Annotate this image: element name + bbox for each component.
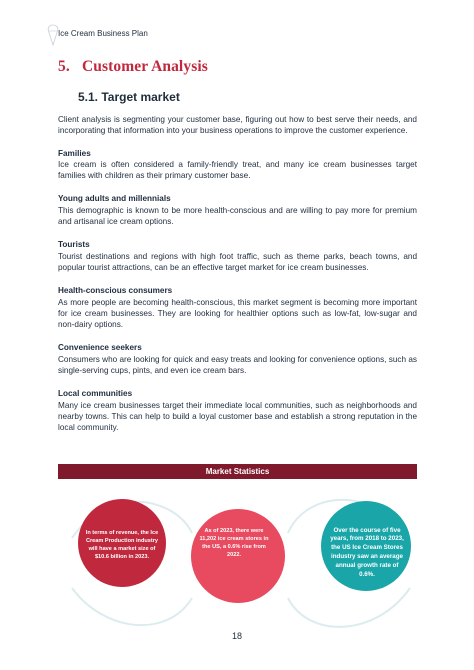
segment-text: As more people are becoming health-conscious, this market segment is becoming more important for ice cream businesses. They are looking for healthier options such as low-fat, low-sugar and non-dairy options. — [58, 297, 417, 330]
segment-text: Many ice cream businesses target their immediate local communities, such as neighborhoods and nearby towns. This can help to build a loyal customer base and establish a strong reputation in the local community. — [58, 400, 417, 433]
segment-text: Consumers who are looking for quick and easy treats and looking for convenience options, such as single-serving cups, pints, and even ice cream bars. — [58, 354, 417, 376]
segment-families — [58, 148, 417, 182]
segment-tourists — [58, 239, 417, 273]
chapter-title-text: Customer Analysis — [82, 58, 208, 75]
segment-convenience — [58, 342, 417, 376]
header-title: Ice Cream Business Plan — [58, 29, 148, 38]
section-title: 5.1. Target market — [78, 90, 180, 104]
segment-local — [58, 388, 417, 433]
segment-young-adults — [58, 193, 417, 227]
segment-title: Local communities — [58, 389, 133, 399]
segment-text: Ice cream is often considered a family-friendly treat, and many ice cream businesses target families with children as their primary customer base. — [58, 159, 417, 181]
segment-title: Families — [58, 148, 91, 158]
page-number: 18 — [231, 631, 242, 641]
segment-title: Convenience seekers — [58, 343, 142, 353]
stat-text-1: In terms of revenue, the Ice Cream Production industry will have a market size of $10.6 billion in 2023. — [85, 530, 159, 560]
market-statistics-banner — [58, 464, 417, 479]
chapter-title — [58, 58, 208, 76]
chapter-number: 5. — [58, 58, 70, 75]
segment-title: Young adults and millennials — [58, 194, 171, 204]
segment-text: This demographic is known to be more health-conscious and are willing to pay more for premium and artisanal ice cream options. — [58, 205, 417, 227]
intro-paragraph: Client analysis is segmenting your customer base, figuring out how to best serve their needs, and incorporating that information into your business operations to improve the customer experience. — [58, 115, 417, 136]
stat-text-3: Over the course of five years, from 2018 to 2023, the US Ice Cream Stores industry saw an average annual growth rate of 0.6%. — [330, 526, 404, 578]
segment-title: Tourists — [58, 240, 90, 250]
market-statistics-title: Market Statistics — [205, 467, 270, 476]
segment-title: Health-conscious consumers — [58, 286, 173, 296]
segment-health-conscious — [58, 285, 417, 330]
body-text — [58, 114, 417, 446]
segment-text: Tourist destinations and regions with high foot traffic, such as theme parks, beach towns, and popular tourist attractions, can be an effective target market for ice cream businesses. — [58, 251, 417, 272]
stat-text-2: As of 2023, there were 11,202 ice cream stores in the US, a 0.6% rise from 2022. — [199, 528, 269, 558]
